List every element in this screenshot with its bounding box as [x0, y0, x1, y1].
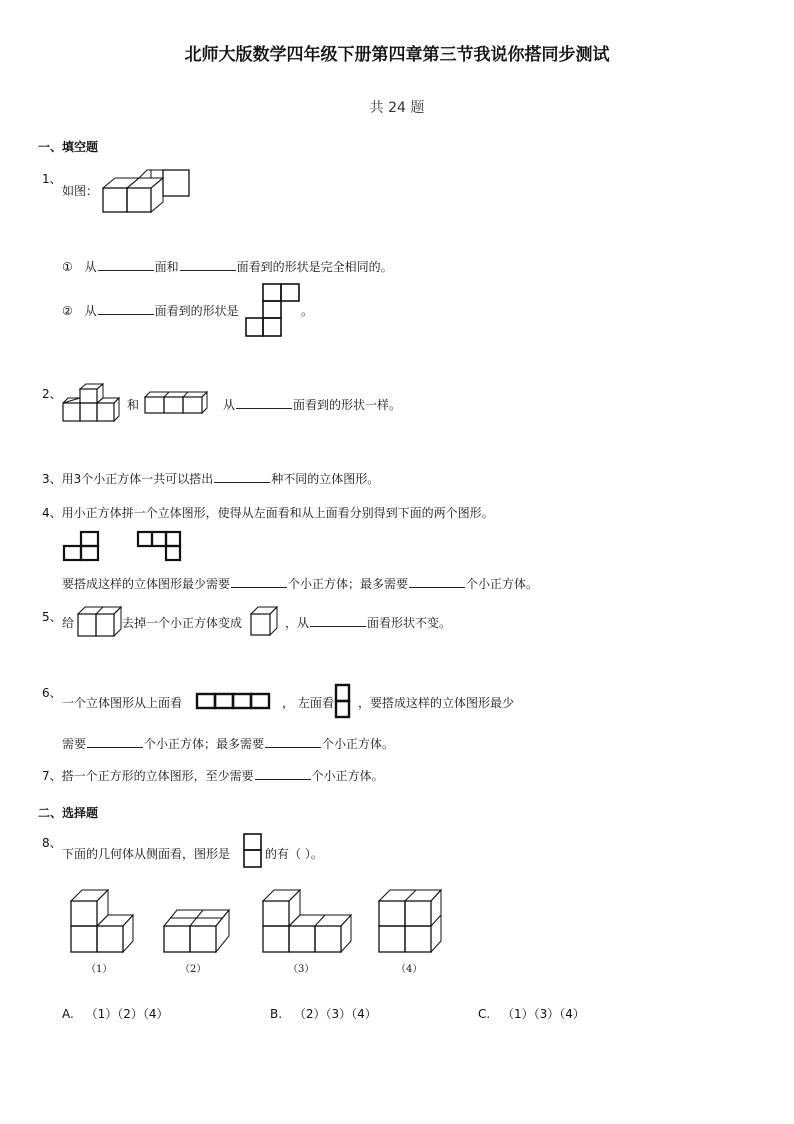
q1-sub2: ② 从 面看到的形状是	[62, 304, 239, 318]
q2-figure-a	[62, 382, 120, 424]
q2-and: 和	[127, 398, 140, 412]
q5-figure-a	[77, 604, 121, 638]
q1-blank-3[interactable]	[98, 304, 154, 315]
q5-t1: 给	[62, 616, 75, 630]
option-a[interactable]: A. （1）（2）（4）	[62, 1007, 169, 1021]
q8-t1: 下面的几何体从侧面看，图形是	[62, 847, 231, 861]
q5-t2: 去掉一个小正方体变成	[122, 616, 243, 630]
option-c[interactable]: C. （1）（3）（4）	[478, 1007, 585, 1021]
q6-blank-1[interactable]	[87, 737, 143, 748]
q8-figure-1	[70, 888, 134, 954]
q1-view-shape	[245, 283, 301, 339]
page-title: 北师大版数学四年级下册第四章第三节我说你搭同步测试	[184, 45, 610, 65]
q5-number: 5、	[42, 610, 62, 624]
q1-sub1: ① 从 面和 面看到的形状是完全相同的。	[62, 260, 393, 274]
q5-t3: ，从 面看形状不变。	[285, 616, 452, 630]
q1-intro: 如图：	[62, 184, 99, 198]
q6-top-view	[195, 692, 273, 710]
q5-figure-b	[250, 605, 278, 637]
section-choice: 二、选择题	[38, 806, 99, 820]
q8-label-4: （4）	[396, 964, 423, 975]
question-count: 共 24 题	[369, 100, 425, 116]
q8-figure-3	[262, 888, 352, 954]
q8-label-2: （2）	[180, 964, 207, 975]
q6-number: 6、	[42, 686, 62, 700]
q5-blank[interactable]	[310, 616, 366, 627]
section-fill-blank: 一、填空题	[38, 140, 99, 154]
q4-answer: 要搭成这样的立体图形最少需要 个小正方体；最多需要 个小正方体。	[62, 577, 539, 591]
q2-figure-b	[144, 391, 210, 415]
q8-label-3: （3）	[288, 964, 315, 975]
q6-t3: ，要搭成这样的立体图形最少	[358, 696, 515, 710]
q6-left-view	[334, 683, 352, 719]
q3-blank[interactable]	[214, 472, 270, 483]
q4: 4、用小正方体拼一个立体图形，使得从左面看和从上面看分别得到下面的两个图形。	[42, 506, 494, 520]
q8-number: 8、	[42, 836, 62, 850]
q4-blank-2[interactable]	[409, 577, 465, 588]
q6-t1: 一个立体图形从上面看	[62, 696, 183, 710]
option-b[interactable]: B. （2）（3）（4）	[270, 1007, 377, 1021]
q4-left-view	[62, 530, 102, 562]
q7: 7、搭一个正方形的立体图形，至少需要 个小正方体。	[42, 769, 384, 783]
q1-number: 1、	[42, 172, 62, 186]
q1-blank-2[interactable]	[180, 260, 236, 271]
q2-number: 2、	[42, 387, 62, 401]
q8-label-1: （1）	[86, 964, 113, 975]
q2-blank[interactable]	[236, 398, 292, 409]
q8-figure-2	[163, 908, 231, 954]
q6-t2: ， 左面看	[282, 696, 334, 710]
q1-cube-figure	[102, 166, 194, 216]
q1-blank-1[interactable]	[98, 260, 154, 271]
q1-sub2-end: 。	[301, 304, 314, 318]
q3: 3、用3个小正方体一共可以搭出 种不同的立体图形。	[42, 472, 380, 486]
q4-top-view	[136, 530, 186, 562]
q4-blank-1[interactable]	[231, 577, 287, 588]
q8-side-shape	[243, 833, 263, 869]
q8-figure-4	[378, 888, 442, 954]
q2-text: 从 面看到的形状一样。	[223, 398, 402, 412]
q7-blank[interactable]	[255, 769, 311, 780]
q8-t2: 的有（ ）。	[265, 847, 323, 861]
q6-blank-2[interactable]	[265, 737, 321, 748]
q6-answer: 需要 个小正方体；最多需要 个小正方体。	[62, 737, 395, 751]
